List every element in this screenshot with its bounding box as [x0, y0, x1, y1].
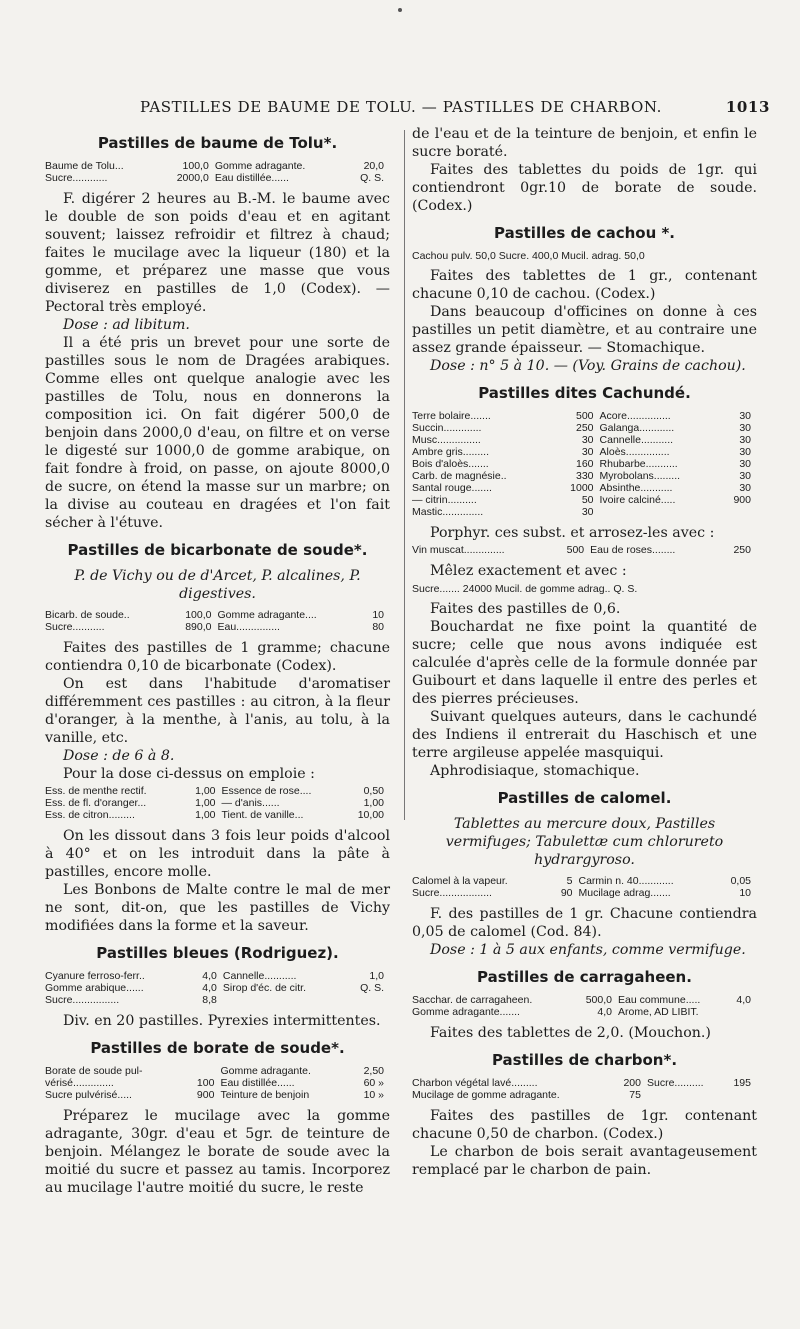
formula-cell: Gomme adragante.	[214, 160, 306, 172]
formula-cell: 30	[739, 458, 751, 470]
formula-cell: Arome, AD LIBIT.	[618, 1006, 699, 1018]
formula-row	[45, 1065, 390, 1077]
formula-cell: 1,00	[363, 797, 384, 809]
formula-row	[45, 970, 390, 982]
formula-cell: 890,0	[185, 621, 212, 633]
formula-line: Cachou pulv. 50,0 Sucre. 400,0 Mucil. adrag. 50,0	[412, 250, 645, 262]
paragraph: Div. en 20 pastilles. Pyrexies intermittentes.	[63, 1013, 381, 1029]
formula-cell: 50	[581, 494, 594, 506]
formula-row	[45, 621, 390, 633]
formula-row	[412, 410, 757, 422]
formula-cell: Baume de Tolu...	[45, 160, 124, 172]
formula-row	[412, 1077, 757, 1089]
formula-cell: 4,0	[202, 982, 217, 994]
formula-row	[412, 1006, 757, 1018]
formula-cell: 10	[739, 887, 751, 899]
formula-cell: Gomme adragante.	[220, 1065, 311, 1077]
formula-cell: Santal rouge.......	[412, 482, 492, 494]
dose-line: Dose : ad libitum.	[63, 317, 190, 333]
formula-cell: Teinture de benjoin	[220, 1089, 310, 1101]
formula-cell: 330	[575, 470, 594, 482]
formula-row	[45, 797, 390, 809]
formula-cell: Ess. de menthe rectif.	[45, 785, 147, 797]
formula-row	[412, 446, 757, 458]
paragraph: Le charbon de bois serait avantageusement remplacé par le charbon de pain.	[412, 1144, 757, 1178]
formula-row	[412, 422, 757, 434]
formula-table	[45, 609, 390, 633]
ink-dot	[398, 8, 402, 12]
formula-cell: 0,05	[730, 875, 751, 887]
formula-cell: Gomme arabique......	[45, 982, 144, 994]
formula-cell: Calomel à la vapeur.	[412, 875, 508, 887]
formula-cell: 30	[581, 446, 594, 458]
formula-cell: 200	[623, 1077, 641, 1089]
formula-cell: 1,0	[369, 970, 384, 982]
formula-row	[45, 1089, 390, 1101]
paragraph: Pour la dose ci-dessus on emploie :	[63, 766, 315, 782]
formula-row	[412, 470, 757, 482]
formula-cell	[346, 994, 390, 1006]
formula-cell: Musc...............	[412, 434, 481, 446]
formula-cell: Q. S.	[360, 172, 384, 184]
formula-cell: 10 »	[363, 1089, 384, 1101]
formula-cell: Galanga............	[599, 422, 675, 434]
formula-cell: Mucilage adrag.......	[578, 887, 671, 899]
formula-cell	[223, 994, 346, 1006]
formula-row	[45, 609, 390, 621]
formula-cell: Sacchar. de carragaheen.	[412, 994, 533, 1006]
page-number: 1013	[725, 98, 770, 116]
dose-line: Dose : de 6 à 8.	[63, 748, 175, 764]
formula-cell: Carb. de magnésie..	[412, 470, 507, 482]
formula-cell: Aloès...............	[599, 446, 670, 458]
formula-cell: Carmin n. 40............	[578, 875, 674, 887]
section-heading: Pastilles de bicarbonate de soude*.	[67, 541, 368, 559]
section-heading: Pastilles de baume de Tolu*.	[97, 134, 338, 152]
formula-row	[45, 809, 390, 821]
paragraph: Les Bonbons de Malte contre le mal de mer ne sont, dit-on, que les pastilles de Vichy modifiées dans la forme et la saveur.	[45, 882, 390, 934]
formula-cell: Sucre..................	[412, 887, 492, 899]
formula-cell: 195	[733, 1077, 751, 1089]
formula-table	[45, 970, 390, 1006]
formula-cell: Cannelle...........	[222, 970, 297, 982]
formula-cell: 30	[739, 422, 751, 434]
formula-cell: 1000	[570, 482, 594, 494]
formula-cell: 100	[196, 1077, 215, 1089]
formula-table	[412, 410, 757, 518]
formula-cell	[600, 506, 722, 518]
formula-table	[412, 875, 757, 899]
formula-cell: Ess. de fl. d'oranger...	[45, 797, 147, 809]
formula-cell: Ivoire calciné.....	[599, 494, 676, 506]
section-heading: Pastilles de borate de soude*.	[90, 1039, 345, 1057]
formula-cell: Eau distillée......	[220, 1077, 295, 1089]
formula-cell: Ambre gris.........	[412, 446, 490, 458]
column-divider	[404, 130, 405, 820]
formula-cell: Vin muscat..............	[412, 544, 505, 556]
formula-cell	[186, 1065, 220, 1077]
formula-row	[45, 1077, 390, 1089]
formula-table	[45, 785, 390, 821]
formula-cell: Eau...............	[217, 621, 280, 633]
paragraph: Faites des tablettes du poids de 1gr. qui contiendront 0gr.10 de borate de soude. (Codex.)	[412, 162, 757, 214]
formula-row	[45, 982, 390, 994]
formula-cell: Cyanure ferroso-ferr..	[45, 970, 145, 982]
formula-cell: 2000,0	[176, 172, 209, 184]
formula-row	[412, 1089, 757, 1101]
formula-row	[412, 994, 757, 1006]
formula-cell: 8,8	[202, 994, 217, 1006]
formula-row	[45, 172, 390, 184]
running-header	[140, 98, 780, 116]
paragraph: Faites des pastilles de 0,6.	[430, 601, 621, 617]
formula-cell: 30	[739, 434, 751, 446]
paragraph: de l'eau et de la teinture de benjoin, et enfin le sucre boraté.	[412, 126, 757, 160]
formula-cell: Sucre...........	[45, 621, 105, 633]
formula-cell: 4,0	[202, 970, 217, 982]
formula-cell: Sucre pulvérisé.....	[45, 1089, 132, 1101]
paragraph: Il a été pris un brevet pour une sorte de pastilles sous le nom de Dragées arabiques. Comme elles ont quelque analogie avec les pastilles de Tolu, nous en donnerons la composition ici. On fait digérer 500,0 de benjoin dans 2000,0 d'eau, on filtre et on verse le digesté sur 1000,0 de gomme arabique, on fait fondre à froid, on passe, on ajoute 8000,0 de sucre, on étend la masse sur un marbre; on la divise au couteau en dragées et l'on fait sécher à l'étuve.	[45, 335, 390, 531]
formula-cell: Tient. de vanille...	[221, 809, 304, 821]
formula-cell: Acore...............	[599, 410, 671, 422]
formula-cell: Eau de roses........	[590, 544, 676, 556]
formula-table	[45, 1065, 390, 1101]
formula-cell: Rhubarbe...........	[599, 458, 678, 470]
section-subtitle: Tablettes au mercure doux, Pastilles vermifuges; Tabulettæ cum chlorureto hydrargyroso.	[445, 816, 724, 868]
formula-row	[412, 887, 757, 899]
formula-table	[45, 160, 390, 184]
formula-cell: 30	[581, 434, 594, 446]
formula-cell: 20,0	[363, 160, 384, 172]
paragraph: Mêlez exactement et avec :	[430, 563, 627, 579]
formula-cell: Mastic..............	[412, 506, 484, 518]
header-title: PASTILLES DE BAUME DE TOLU. — PASTILLES DE CHARBON.	[140, 98, 662, 116]
section-heading: Pastilles de cachou *.	[493, 224, 676, 242]
formula-row	[412, 434, 757, 446]
formula-cell: Borate de soude pul-	[45, 1065, 143, 1077]
formula-cell: vérisé..............	[45, 1077, 114, 1089]
formula-cell: 250	[575, 422, 594, 434]
formula-cell: Myrobolans.........	[599, 470, 681, 482]
paragraph: Faites des pastilles de 1gr. contenant chacune 0,50 de charbon. (Codex.)	[412, 1108, 757, 1142]
paragraph: Bouchardat ne fixe point la quantité de sucre; celle que nous avons indiquée est calculée d'après celle de la formule donnée par Guibourt et dans laquelle il entre des perles et des pierres précieuses.	[412, 619, 757, 707]
formula-cell: 30	[581, 506, 594, 518]
formula-cell: — citrin..........	[412, 494, 477, 506]
formula-cell: 160	[575, 458, 594, 470]
formula-cell: 500	[566, 544, 585, 556]
formula-cell: Sucre..........	[646, 1077, 704, 1089]
formula-cell: Gomme adragante....	[217, 609, 317, 621]
formula-cell: 900	[196, 1089, 215, 1101]
formula-cell: 30	[739, 410, 751, 422]
formula-cell	[647, 1089, 725, 1101]
formula-cell: Absinthe...........	[599, 482, 673, 494]
formula-table	[412, 994, 757, 1018]
formula-cell: Bois d'aloès.......	[412, 458, 489, 470]
section-heading: Pastilles de carragaheen.	[477, 968, 692, 986]
formula-cell: 100,0	[185, 609, 212, 621]
formula-cell	[725, 1089, 757, 1101]
formula-row	[412, 875, 757, 887]
left-column	[45, 125, 390, 1197]
formula-cell: Charbon végétal lavé.........	[412, 1077, 538, 1089]
formula-line: Sucre....... 24000 Mucil. de gomme adrag.. Q. S.	[412, 583, 638, 595]
dose-line: Dose : 1 à 5 aux enfants, comme vermifuge.	[430, 942, 746, 958]
formula-cell	[721, 506, 757, 518]
formula-cell: 30	[739, 446, 751, 458]
formula-cell: Bicarb. de soude..	[45, 609, 130, 621]
formula-cell: 500,0	[585, 994, 612, 1006]
formula-cell: Succin.............	[412, 422, 482, 434]
formula-cell	[729, 1006, 757, 1018]
formula-row	[412, 482, 757, 494]
formula-cell: Terre bolaire.......	[412, 410, 491, 422]
formula-cell: 100,0	[182, 160, 209, 172]
formula-row	[412, 506, 757, 518]
formula-cell: 250	[733, 544, 751, 556]
section-heading: Pastilles de charbon*.	[491, 1051, 678, 1069]
formula-row	[412, 494, 757, 506]
formula-cell: Eau distillée......	[214, 172, 289, 184]
paragraph: On est dans l'habitude d'aromatiser différemment ces pastilles : au citron, à la fleur d'oranger, à la menthe, à l'anis, au tolu, à la vanille, etc.	[45, 676, 390, 746]
dose-line: Dose : n° 5 à 10. — (Voy. Grains de cachou).	[430, 358, 746, 374]
formula-cell: 1,00	[195, 785, 216, 797]
formula-cell: 1,00	[195, 809, 216, 821]
formula-cell: 30	[739, 482, 751, 494]
formula-cell: Gomme adragante.......	[412, 1006, 520, 1018]
formula-row	[412, 544, 757, 556]
right-column	[412, 125, 757, 1179]
formula-cell: 10,00	[357, 809, 384, 821]
formula-row	[45, 160, 390, 172]
formula-cell: Ess. de citron.........	[45, 809, 135, 821]
formula-cell: Cannelle...........	[599, 434, 674, 446]
formula-cell: 30	[739, 470, 751, 482]
formula-table	[412, 544, 757, 556]
formula-row	[412, 458, 757, 470]
formula-cell: Essence de rose....	[221, 785, 312, 797]
formula-cell: Sucre............	[45, 172, 108, 184]
formula-cell: 60 »	[363, 1077, 384, 1089]
section-subtitle: P. de Vichy ou de d'Arcet, P. alcalines, P. digestives.	[74, 568, 361, 602]
formula-cell: 0,50	[363, 785, 384, 797]
formula-cell: Mucilage de gomme adragante.	[412, 1089, 560, 1101]
paragraph: Préparez le mucilage avec la gomme adragante, 30gr. d'eau et 5gr. de teinture de benjoin. Mélangez le borate de soude avec la moitié du sucre et passez au tamis. Incorporez au mucilage l'autre moitié du sucre, le reste	[45, 1108, 390, 1196]
formula-cell: 2,50	[363, 1065, 384, 1077]
formula-cell: 10	[372, 609, 384, 621]
section-heading: Pastilles bleues (Rodriguez).	[96, 944, 339, 962]
formula-cell: 80	[372, 621, 384, 633]
formula-cell: 4,0	[736, 994, 751, 1006]
formula-cell: — d'anis......	[221, 797, 280, 809]
paragraph: F. digérer 2 heures au B.-M. le baume avec le double de son poids d'eau et en agitant souvent; laissez refroidir et filtrez à chaud; faites le mucilage avec la liqueur (180) et la gomme, et préparez une masse que vous diviserez en pastilles de 1,0 (Codex). — Pectoral très employé.	[45, 191, 390, 315]
formula-cell: 90	[560, 887, 573, 899]
formula-cell: Sirop d'éc. de citr.	[222, 982, 307, 994]
formula-row	[45, 994, 390, 1006]
paragraph: On les dissout dans 3 fois leur poids d'alcool à 40° et on les introduit dans la pâte à pastilles, encore molle.	[45, 828, 390, 880]
formula-cell: 500	[575, 410, 594, 422]
paragraph: Dans beaucoup d'officines on donne à ces pastilles un petit diamètre, et au contraire une assez grande épaisseur. — Stomachique.	[412, 304, 757, 356]
paragraph: Faites des tablettes de 2,0. (Mouchon.)	[430, 1025, 711, 1041]
section-heading: Pastilles de calomel.	[497, 789, 672, 807]
paragraph: Aphrodisiaque, stomachique.	[430, 763, 640, 779]
formula-cell: 1,00	[195, 797, 216, 809]
formula-cell: Q. S.	[360, 982, 384, 994]
formula-cell: Eau commune.....	[618, 994, 701, 1006]
paragraph: Faites des pastilles de 1 gramme; chacune contiendra 0,10 de bicarbonate (Codex).	[45, 640, 390, 674]
paragraph: F. des pastilles de 1 gr. Chacune contiendra 0,05 de calomel (Cod. 84).	[412, 906, 757, 940]
paragraph: Porphyr. ces subst. et arrosez-les avec :	[430, 525, 715, 541]
section-heading: Pastilles dites Cachundé.	[478, 384, 691, 402]
formula-cell: Sucre................	[45, 994, 120, 1006]
formula-row	[45, 785, 390, 797]
formula-table	[412, 1077, 757, 1101]
formula-cell: 75	[629, 1089, 641, 1101]
paragraph: Suivant quelques auteurs, dans le cachundé des Indiens il entrerait du Haschisch et une terre argileuse appelée masquiqui.	[412, 709, 757, 761]
formula-cell: 900	[733, 494, 751, 506]
formula-cell: 4,0	[597, 1006, 612, 1018]
formula-cell: 5	[566, 875, 573, 887]
paragraph: Faites des tablettes de 1 gr., contenant chacune 0,10 de cachou. (Codex.)	[412, 268, 757, 302]
